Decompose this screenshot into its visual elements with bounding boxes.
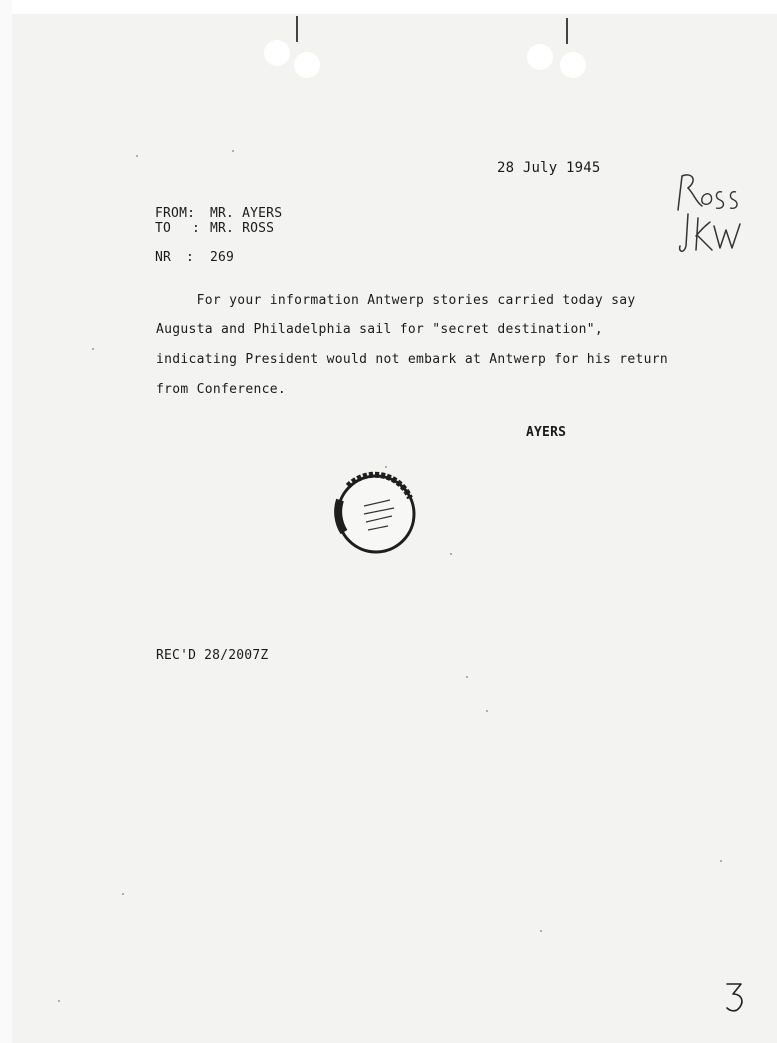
scan-speck xyxy=(122,893,124,895)
body-line-2: Augusta and Philadelphia sail for "secret destination", xyxy=(156,322,603,337)
fold-mark-right xyxy=(566,18,568,44)
scan-speck xyxy=(92,348,94,350)
document-date: 28 July 1945 xyxy=(497,160,601,176)
body-line-1: For your information Antwerp stories carried today say xyxy=(156,293,636,308)
scan-speck xyxy=(466,676,468,678)
punch-hole-left-a xyxy=(264,40,290,66)
scan-speck xyxy=(720,860,722,862)
received-timestamp: REC'D 28/2007Z xyxy=(156,648,269,663)
nr-label: NR xyxy=(155,250,172,265)
scan-speck xyxy=(450,553,452,555)
scan-top-edge xyxy=(0,0,777,14)
to-value: MR. ROSS xyxy=(210,221,275,236)
scan-speck xyxy=(385,466,387,468)
scan-speck xyxy=(136,155,138,157)
from-label: FROM: xyxy=(155,206,196,221)
to-label: TO xyxy=(155,221,172,236)
sender-signature: AYERS xyxy=(526,425,567,440)
scan-left-edge xyxy=(0,0,12,1043)
archives-stamp xyxy=(334,470,424,562)
nr-value: 269 xyxy=(210,250,235,265)
scan-speck xyxy=(486,710,488,712)
fold-mark-left xyxy=(296,16,298,42)
handwritten-page-number xyxy=(723,980,747,1014)
body-line-4: from Conference. xyxy=(156,382,287,397)
scan-speck xyxy=(232,150,234,152)
handwritten-initials xyxy=(676,208,742,258)
scan-speck xyxy=(540,930,542,932)
punch-hole-left-b xyxy=(294,52,320,78)
scan-speck xyxy=(58,1000,60,1002)
nr-separator: : xyxy=(186,250,195,265)
punch-hole-right-b xyxy=(560,52,586,78)
body-line-3: indicating President would not embark at Antwerp for his return xyxy=(156,352,668,367)
to-separator: : xyxy=(192,221,201,236)
punch-hole-right-a xyxy=(527,44,553,70)
from-value: MR. AYERS xyxy=(210,206,283,221)
